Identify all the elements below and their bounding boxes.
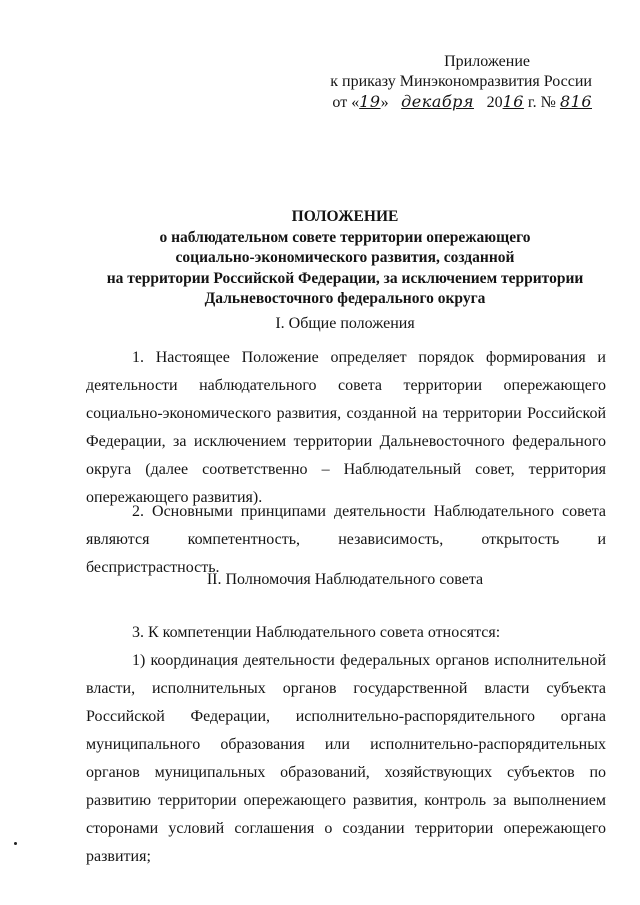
paragraph-3-text: 3. К компетенции Наблюдательного совета относятся:: [132, 624, 501, 641]
paragraph-1: [86, 344, 606, 512]
paragraph-2: [86, 498, 606, 582]
title-line-5: Дальневосточного федерального округа: [204, 290, 486, 307]
title-line-3: социально-экономического развития, созданной: [175, 249, 515, 266]
number-label: г. №: [523, 94, 560, 111]
handwritten-day: 19: [359, 92, 381, 111]
appendix-label: Приложение: [444, 53, 530, 70]
paragraph-1-text: 1. Настоящее Положение определяет порядок формирования и деятельности наблюдательного совета территории опережающего социально-экономического развития, созданной на территории Российской Федерации, за исключением территории Дальневосточного федерального округа (далее соответственно – Наблюдательный совет, территория опережающего развития).: [86, 349, 606, 506]
section-heading-2: II. Полномочия Наблюдательного совета: [206, 571, 484, 588]
document-title: [80, 207, 610, 310]
title-line-2: о наблюдательном совете территории опережающего: [159, 228, 531, 246]
year-prefix: 20: [482, 94, 503, 111]
handwritten-year: 16: [502, 92, 524, 111]
paragraph-2-text: 2. Основными принципами деятельности Наблюдательного совета являются компетентность, независимость, открытость и беспристрастность.: [86, 503, 606, 576]
handwritten-month: декабря: [401, 92, 474, 111]
date-mid: »: [380, 94, 393, 111]
paragraph-3: [86, 619, 606, 647]
title-line-1: ПОЛОЖЕНИЕ: [291, 208, 399, 225]
approval-block: [312, 52, 592, 113]
date-prefix: от «: [332, 94, 360, 111]
handwritten-number: 816: [559, 92, 592, 111]
paragraph-4-text: 1) координация деятельности федеральных органов исполнительной власти, исполнительных органов государственной власти субъекта Российской Федерации, исполнительно-распорядительного органа муниципального образования или исполнительно-распорядительных органов муниципальных образований, хозяйствующих субъектов по развитию территории опережающего развития, контроль за выполнением сторонами условий соглашения о создании территории опережающего развития;: [86, 652, 606, 865]
paragraph-4: [86, 647, 606, 871]
margin-dot: [14, 842, 17, 845]
order-reference: к приказу Минэкономразвития России: [330, 73, 592, 90]
order-date-line: [312, 92, 592, 113]
title-line-4: на территории Российской Федерации, за исключением территории: [106, 269, 584, 287]
section-heading-1: I. Общие положения: [275, 315, 415, 332]
